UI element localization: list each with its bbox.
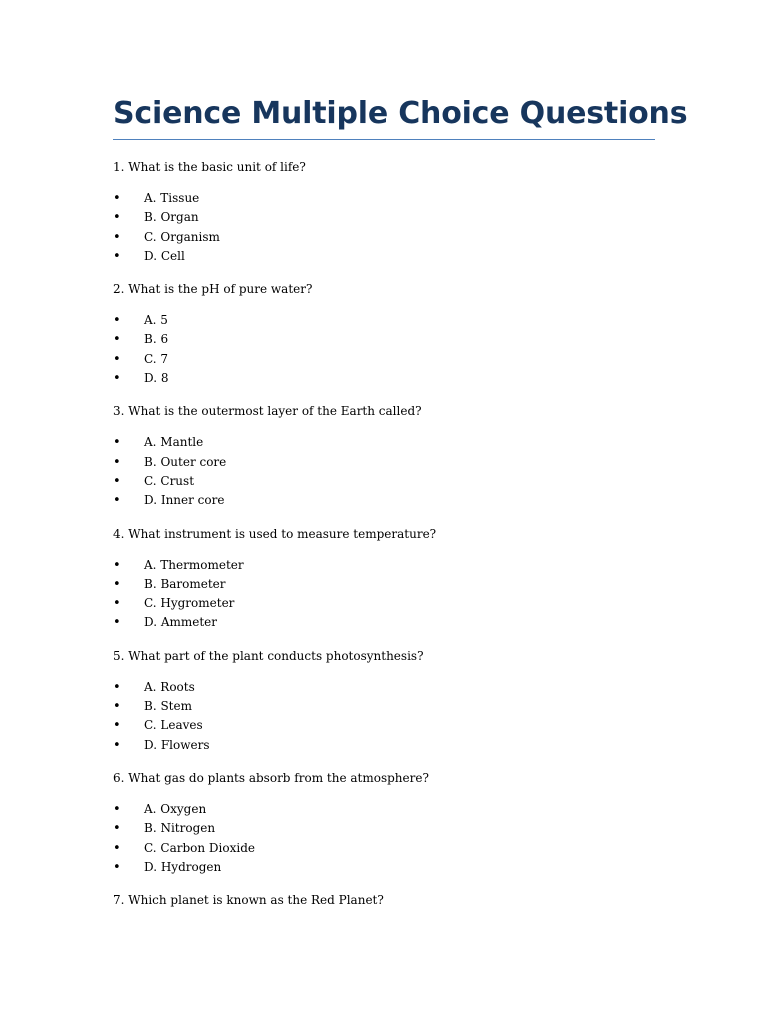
bullet-icon: •	[113, 737, 121, 753]
option-list	[113, 311, 655, 388]
option-label: B. Organ	[144, 210, 199, 225]
bullet-icon: •	[113, 332, 121, 348]
option-label: B. Stem	[144, 699, 192, 714]
bullet-icon: •	[113, 840, 121, 856]
bullet-icon: •	[113, 248, 121, 264]
option-label: C. Carbon Dioxide	[144, 840, 255, 855]
option-item	[113, 556, 655, 575]
bullet-icon: •	[113, 313, 121, 329]
bullet-icon: •	[113, 210, 121, 226]
option-label: D. Ammeter	[144, 615, 218, 630]
option-label: A. Oxygen	[144, 801, 207, 816]
bullet-icon: •	[113, 859, 121, 875]
option-item	[113, 247, 655, 266]
bullet-icon: •	[113, 679, 121, 695]
option-label: A. Tissue	[144, 191, 200, 205]
option-item	[113, 613, 655, 632]
option-item	[113, 594, 655, 613]
option-label: A. Roots	[144, 679, 195, 694]
bullet-icon: •	[113, 699, 121, 715]
question-text: 1. What is the basic unit of life?	[113, 160, 306, 174]
option-label: A. Mantle	[144, 435, 204, 450]
option-label: B. Nitrogen	[144, 821, 216, 836]
option-item	[113, 858, 655, 877]
bullet-icon: •	[113, 596, 121, 612]
question-list	[113, 158, 655, 910]
bullet-icon: •	[113, 493, 121, 509]
bullet-icon: •	[113, 576, 121, 592]
option-list	[113, 678, 655, 755]
option-item	[113, 736, 655, 755]
option-item	[113, 453, 655, 472]
option-label: B. Outer core	[144, 454, 227, 469]
option-label: A. Thermometer	[144, 557, 244, 572]
question-text: 6. What gas do plants absorb from the atmosphere?	[113, 770, 429, 785]
option-item	[113, 839, 655, 858]
bullet-icon: •	[113, 191, 121, 206]
document-page	[113, 92, 688, 910]
option-list	[113, 556, 655, 633]
option-item	[113, 678, 655, 697]
option-label: C. Hygrometer	[144, 596, 235, 611]
option-label: C. Organism	[144, 229, 220, 244]
bullet-icon: •	[113, 435, 121, 451]
option-item	[113, 491, 655, 510]
option-item	[113, 819, 655, 838]
question-text: 4. What instrument is used to measure temperature?	[113, 526, 437, 541]
option-item	[113, 575, 655, 594]
option-label: D. 8	[144, 371, 169, 386]
option-label: C. Leaves	[144, 718, 203, 733]
question-text: 3. What is the outermost layer of the Earth called?	[113, 404, 422, 419]
option-item	[113, 716, 655, 735]
bullet-icon: •	[113, 229, 121, 245]
option-item	[113, 697, 655, 716]
question-text: 5. What part of the plant conducts photosynthesis?	[113, 648, 424, 663]
option-list	[113, 433, 655, 510]
bullet-icon: •	[113, 615, 121, 631]
bullet-icon: •	[113, 557, 121, 573]
bullet-icon: •	[113, 454, 121, 470]
option-item	[113, 800, 655, 819]
option-label: C. Crust	[144, 473, 195, 488]
option-label: D. Hydrogen	[144, 859, 222, 874]
option-item	[113, 369, 655, 388]
option-list	[113, 189, 655, 266]
option-item	[113, 330, 655, 349]
bullet-icon: •	[113, 473, 121, 489]
option-label: B. Barometer	[144, 576, 226, 591]
option-label: D. Inner core	[144, 493, 225, 508]
option-label: D. Cell	[144, 248, 185, 263]
question-text: 7. Which planet is known as the Red Planet?	[113, 893, 384, 908]
option-item	[113, 350, 655, 369]
question-text: 2. What is the pH of pure water?	[113, 282, 313, 297]
option-label: C. 7	[144, 351, 169, 366]
bullet-icon: •	[113, 351, 121, 367]
option-label: A. 5	[144, 313, 168, 328]
option-label: D. Flowers	[144, 737, 210, 752]
bullet-icon: •	[113, 821, 121, 837]
option-item	[113, 433, 655, 452]
option-list	[113, 800, 655, 877]
option-item	[113, 189, 655, 208]
option-item	[113, 208, 655, 227]
bullet-icon: •	[113, 801, 121, 817]
option-item	[113, 228, 655, 247]
option-item	[113, 472, 655, 491]
option-item	[113, 311, 655, 330]
option-label: B. 6	[144, 332, 169, 347]
page-title: Science Multiple Choice Questions	[113, 92, 655, 140]
bullet-icon: •	[113, 371, 121, 387]
bullet-icon: •	[113, 718, 121, 734]
